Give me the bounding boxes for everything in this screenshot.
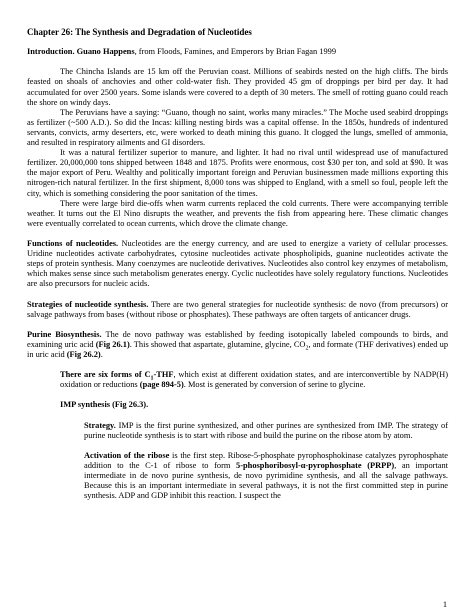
chapter-title: Chapter 26: The Synthesis and Degradation of Nucleotides (27, 27, 252, 37)
thf-heading (60, 370, 174, 382)
strategies-paragraph (27, 300, 448, 320)
page-number: 1 (442, 600, 447, 609)
thf-text-a: , which exist at different oxidation states, and are interconvertible by NADP(H) oxidation or reductions (60, 370, 448, 390)
purine-text-b: . This showed that aspartate, glutamine, glycine, CO (129, 339, 306, 349)
figure-ref-26-2: (Fig 26.2) (66, 350, 101, 359)
purine-text-d: . (100, 350, 103, 359)
thf-heading-b: -THF (153, 370, 174, 380)
intro-source: , from Floods, Famines, and Emperors by Brian Fagan 1999 (134, 47, 337, 57)
purine-text-c: , and formate (THF derivatives) ended up in uric acid (27, 339, 449, 359)
intro-paragraph-1: The Chincha Islands are 15 km off the Peruvian coast. Millions of seabirds nested on the high cliffs. The birds feasted on shoals of anchovies and other cold-water fish. They provided 45 gm of droppings per bird per day. It had accumulated for over 2500 years. Some islands were covered to a depth of 30 meters. The smell of rotting guano could reach the shore on windy days. (27, 67, 448, 107)
strategies-heading: Strategies of nucleotide synthesis. (27, 299, 149, 309)
functions-text: Nucleotides are the energy currency, and are used to energize a variety of cellular processes. Uridine nucleotides activate carbohydrates, cytosine nucleotides activate phospholipids, guanine nucleotides activate the steps of protein synthesis. Many coenzymes are nucleotide derivatives. Nucleotides also control key enzymes of metabolism, which makes sense since such metabolism generates energy. Cyclic nucleotides have solely regulatory functions. Nucleotides are also precursors for nucleic acids. (27, 238, 448, 289)
prpp-name: 5-phosphoribosyl-α-pyrophosphate (PRPP) (236, 461, 395, 471)
thf-text-b: . Most is generated by conversion of serine to glycine. (183, 380, 366, 390)
purine-text-a: The de novo pathway was established by feeding isotopically labeled compounds to birds, and examining uric acid (27, 329, 448, 349)
functions-heading: Functions of nucleotides. (27, 238, 119, 248)
activation-heading: Activation of the ribose (84, 450, 170, 460)
page-ref: (page 894-5) (139, 380, 184, 390)
functions-paragraph (27, 239, 448, 289)
document-body (27, 27, 448, 501)
imp-heading: IMP synthesis (Fig 26.3). (60, 400, 149, 410)
strategy-text: IMP is the first purine synthesized, and other purines are synthesized from IMP. The strategy of purine nucleotide synthesis is to start with ribose and build the purine on the ribose atom by atom. (84, 420, 448, 440)
intro-paragraph-2: The Peruvians have a saying: “Guano, though no saint, works many miracles.” The Moche used seabird droppings as fertilizer (~500 A.D.). So did the Incas: killing nesting birds was a capital offense. In the 1850s, hundreds of indentured servants, convicts, army deserters, etc, were worked to death mining this guano. It clogged the lungs, smelled of ammonia, and resulted in respiratory ailments and GI disorders. (27, 107, 448, 148)
purine-heading: Purine Biosynthesis. (27, 329, 102, 339)
thf-heading-subscript: 1 (150, 375, 154, 382)
strategy-heading: Strategy. (84, 420, 116, 430)
intro-heading: Introduction. Guano Happens (27, 47, 135, 57)
imp-heading-line (60, 400, 448, 410)
thf-heading-a: There are six forms of C (60, 370, 151, 380)
thf-paragraph (60, 370, 448, 390)
intro-heading-line (27, 47, 448, 57)
activation-paragraph (84, 451, 448, 501)
intro-paragraph-4: There were large bird die-offs when warm currents replaced the cold currents. There were accompanying terrible weather. It turns out the El Nino disrupts the weather, and prevents the fish from appearing here. These climatic changes were eventually correlated to ocean currents, which drove the climate change. (27, 198, 448, 228)
purine-paragraph (27, 330, 448, 360)
co2-subscript: 2 (305, 345, 309, 352)
activation-text-a: is the first step. Ribose-5-phosphate pyrophosphokinase catalyzes pyrophosphate addition to the C-1 of ribose to form (84, 450, 448, 471)
figure-ref-26-1: (Fig 26.1) (95, 339, 130, 349)
intro-paragraph-3: It was a natural fertilizer superior to manure, and lighter. It had no rival until widespread use of manufactured fertilizer. 20,000,000 tons shipped between 1848 and 1875. Profits were enormous, cost $30 per ton, and sold at $90. It was the major export of Peru. Wealthy and politically important foreign and Peruvian businessmen made millions exporting this nitrogen-rich natural fertilizer. In the first shipment, 8,000 tons was shipped to England, with a smell so foul, people left the city, which is something considering the poor sanitation of the times. (27, 148, 448, 198)
strategies-text: There are two general strategies for nucleotide synthesis: de novo (from precursors) or salvage pathways from bases (without ribose or phosphates). These pathways are often targets of anticancer drugs. (27, 299, 448, 319)
strategy-paragraph (84, 421, 448, 441)
activation-text-b: , an important intermediate in de novo purine synthesis, de novo pyrimidine synthesis, and all the salvage pathways. Because this is an important intermediate in several pathways, it is not the first committed step in purine synthesis. ADP and GDP inhibit this reaction. I suspect the (84, 461, 449, 501)
